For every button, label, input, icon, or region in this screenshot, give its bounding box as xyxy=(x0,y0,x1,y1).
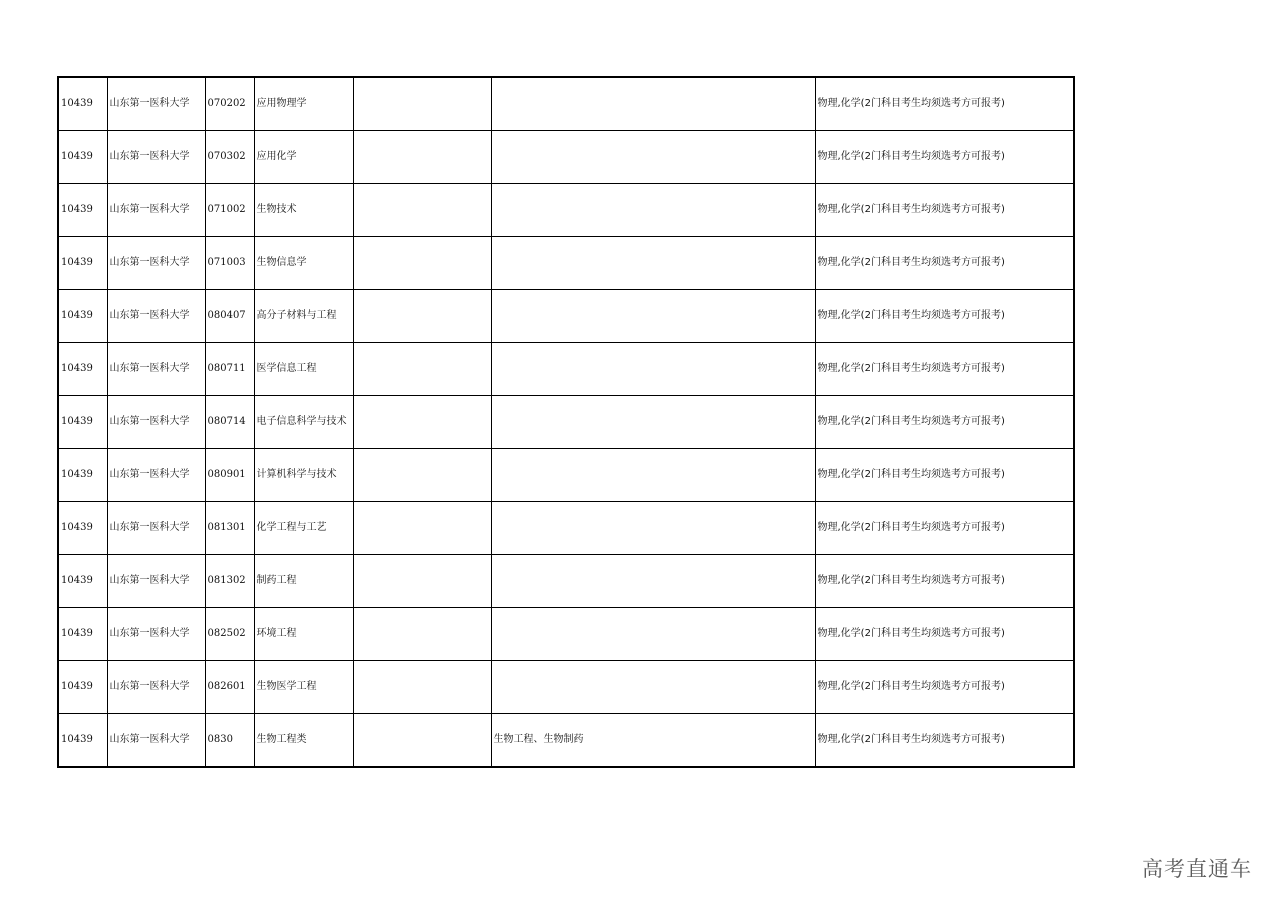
cell-subject-requirement: 物理,化学(2门科目考生均须选考方可报考) xyxy=(815,608,1074,661)
cell-major-code: 071002 xyxy=(205,184,254,237)
cell-school-name: 山东第一医科大学 xyxy=(107,77,205,131)
cell-school-code: 10439 xyxy=(58,290,107,343)
cell-school-code: 10439 xyxy=(58,343,107,396)
cell-school-name: 山东第一医科大学 xyxy=(107,661,205,714)
cell-major-name: 应用化学 xyxy=(254,131,353,184)
cell-school-name: 山东第一医科大学 xyxy=(107,290,205,343)
cell-major-name: 生物工程类 xyxy=(254,714,353,768)
cell-school-code: 10439 xyxy=(58,396,107,449)
cell-subject-requirement: 物理,化学(2门科目考生均须选考方可报考) xyxy=(815,396,1074,449)
cell-empty xyxy=(353,237,491,290)
cell-major-name: 高分子材料与工程 xyxy=(254,290,353,343)
cell-included-majors: 生物工程、生物制药 xyxy=(491,714,815,768)
table-body xyxy=(58,77,1074,767)
subject-requirement-table xyxy=(57,76,1075,768)
cell-empty xyxy=(353,608,491,661)
cell-school-code: 10439 xyxy=(58,661,107,714)
cell-major-name: 制药工程 xyxy=(254,555,353,608)
table-row xyxy=(58,131,1074,184)
cell-empty xyxy=(353,77,491,131)
cell-empty xyxy=(353,555,491,608)
table-row xyxy=(58,343,1074,396)
cell-empty xyxy=(353,343,491,396)
cell-subject-requirement: 物理,化学(2门科目考生均须选考方可报考) xyxy=(815,184,1074,237)
table-row xyxy=(58,449,1074,502)
cell-empty xyxy=(353,714,491,768)
cell-major-name: 生物技术 xyxy=(254,184,353,237)
table-row xyxy=(58,184,1074,237)
cell-school-name: 山东第一医科大学 xyxy=(107,237,205,290)
cell-included-majors xyxy=(491,290,815,343)
table-row xyxy=(58,661,1074,714)
cell-included-majors xyxy=(491,184,815,237)
cell-school-name: 山东第一医科大学 xyxy=(107,343,205,396)
cell-empty xyxy=(353,290,491,343)
cell-major-name: 电子信息科学与技术 xyxy=(254,396,353,449)
cell-major-code: 080714 xyxy=(205,396,254,449)
cell-school-code: 10439 xyxy=(58,131,107,184)
cell-subject-requirement: 物理,化学(2门科目考生均须选考方可报考) xyxy=(815,343,1074,396)
cell-included-majors xyxy=(491,396,815,449)
cell-major-code: 082502 xyxy=(205,608,254,661)
cell-school-name: 山东第一医科大学 xyxy=(107,608,205,661)
cell-subject-requirement: 物理,化学(2门科目考生均须选考方可报考) xyxy=(815,714,1074,768)
cell-school-code: 10439 xyxy=(58,608,107,661)
cell-empty xyxy=(353,449,491,502)
cell-subject-requirement: 物理,化学(2门科目考生均须选考方可报考) xyxy=(815,290,1074,343)
table-row xyxy=(58,502,1074,555)
cell-subject-requirement: 物理,化学(2门科目考生均须选考方可报考) xyxy=(815,77,1074,131)
table-row xyxy=(58,608,1074,661)
cell-school-code: 10439 xyxy=(58,714,107,768)
cell-school-code: 10439 xyxy=(58,184,107,237)
cell-major-code: 080901 xyxy=(205,449,254,502)
cell-school-code: 10439 xyxy=(58,237,107,290)
cell-included-majors xyxy=(491,608,815,661)
cell-major-code: 081301 xyxy=(205,502,254,555)
cell-school-name: 山东第一医科大学 xyxy=(107,555,205,608)
cell-school-name: 山东第一医科大学 xyxy=(107,131,205,184)
cell-subject-requirement: 物理,化学(2门科目考生均须选考方可报考) xyxy=(815,131,1074,184)
cell-school-name: 山东第一医科大学 xyxy=(107,714,205,768)
cell-major-name: 医学信息工程 xyxy=(254,343,353,396)
cell-included-majors xyxy=(491,131,815,184)
cell-included-majors xyxy=(491,237,815,290)
cell-subject-requirement: 物理,化学(2门科目考生均须选考方可报考) xyxy=(815,449,1074,502)
cell-major-name: 计算机科学与技术 xyxy=(254,449,353,502)
cell-school-code: 10439 xyxy=(58,555,107,608)
cell-major-code: 0830 xyxy=(205,714,254,768)
cell-school-code: 10439 xyxy=(58,77,107,131)
cell-empty xyxy=(353,661,491,714)
cell-subject-requirement: 物理,化学(2门科目考生均须选考方可报考) xyxy=(815,661,1074,714)
cell-school-name: 山东第一医科大学 xyxy=(107,502,205,555)
cell-empty xyxy=(353,396,491,449)
cell-major-code: 080711 xyxy=(205,343,254,396)
table-row xyxy=(58,290,1074,343)
cell-included-majors xyxy=(491,555,815,608)
cell-major-code: 071003 xyxy=(205,237,254,290)
cell-major-name: 环境工程 xyxy=(254,608,353,661)
cell-major-name: 生物信息学 xyxy=(254,237,353,290)
cell-major-name: 生物医学工程 xyxy=(254,661,353,714)
cell-included-majors xyxy=(491,77,815,131)
watermark-logo-text: 高考直通车 xyxy=(1142,857,1252,881)
cell-major-code: 070302 xyxy=(205,131,254,184)
cell-major-name: 应用物理学 xyxy=(254,77,353,131)
table-row xyxy=(58,396,1074,449)
cell-major-code: 081302 xyxy=(205,555,254,608)
cell-included-majors xyxy=(491,449,815,502)
cell-subject-requirement: 物理,化学(2门科目考生均须选考方可报考) xyxy=(815,502,1074,555)
table-row xyxy=(58,77,1074,131)
cell-subject-requirement: 物理,化学(2门科目考生均须选考方可报考) xyxy=(815,555,1074,608)
table-row xyxy=(58,237,1074,290)
cell-major-code: 082601 xyxy=(205,661,254,714)
cell-major-name: 化学工程与工艺 xyxy=(254,502,353,555)
cell-school-code: 10439 xyxy=(58,449,107,502)
cell-included-majors xyxy=(491,502,815,555)
cell-school-name: 山东第一医科大学 xyxy=(107,396,205,449)
table-row xyxy=(58,714,1074,768)
cell-included-majors xyxy=(491,661,815,714)
cell-school-code: 10439 xyxy=(58,502,107,555)
cell-empty xyxy=(353,184,491,237)
cell-school-name: 山东第一医科大学 xyxy=(107,449,205,502)
cell-empty xyxy=(353,131,491,184)
cell-included-majors xyxy=(491,343,815,396)
cell-school-name: 山东第一医科大学 xyxy=(107,184,205,237)
cell-empty xyxy=(353,502,491,555)
table-row xyxy=(58,555,1074,608)
cell-major-code: 070202 xyxy=(205,77,254,131)
cell-subject-requirement: 物理,化学(2门科目考生均须选考方可报考) xyxy=(815,237,1074,290)
cell-major-code: 080407 xyxy=(205,290,254,343)
